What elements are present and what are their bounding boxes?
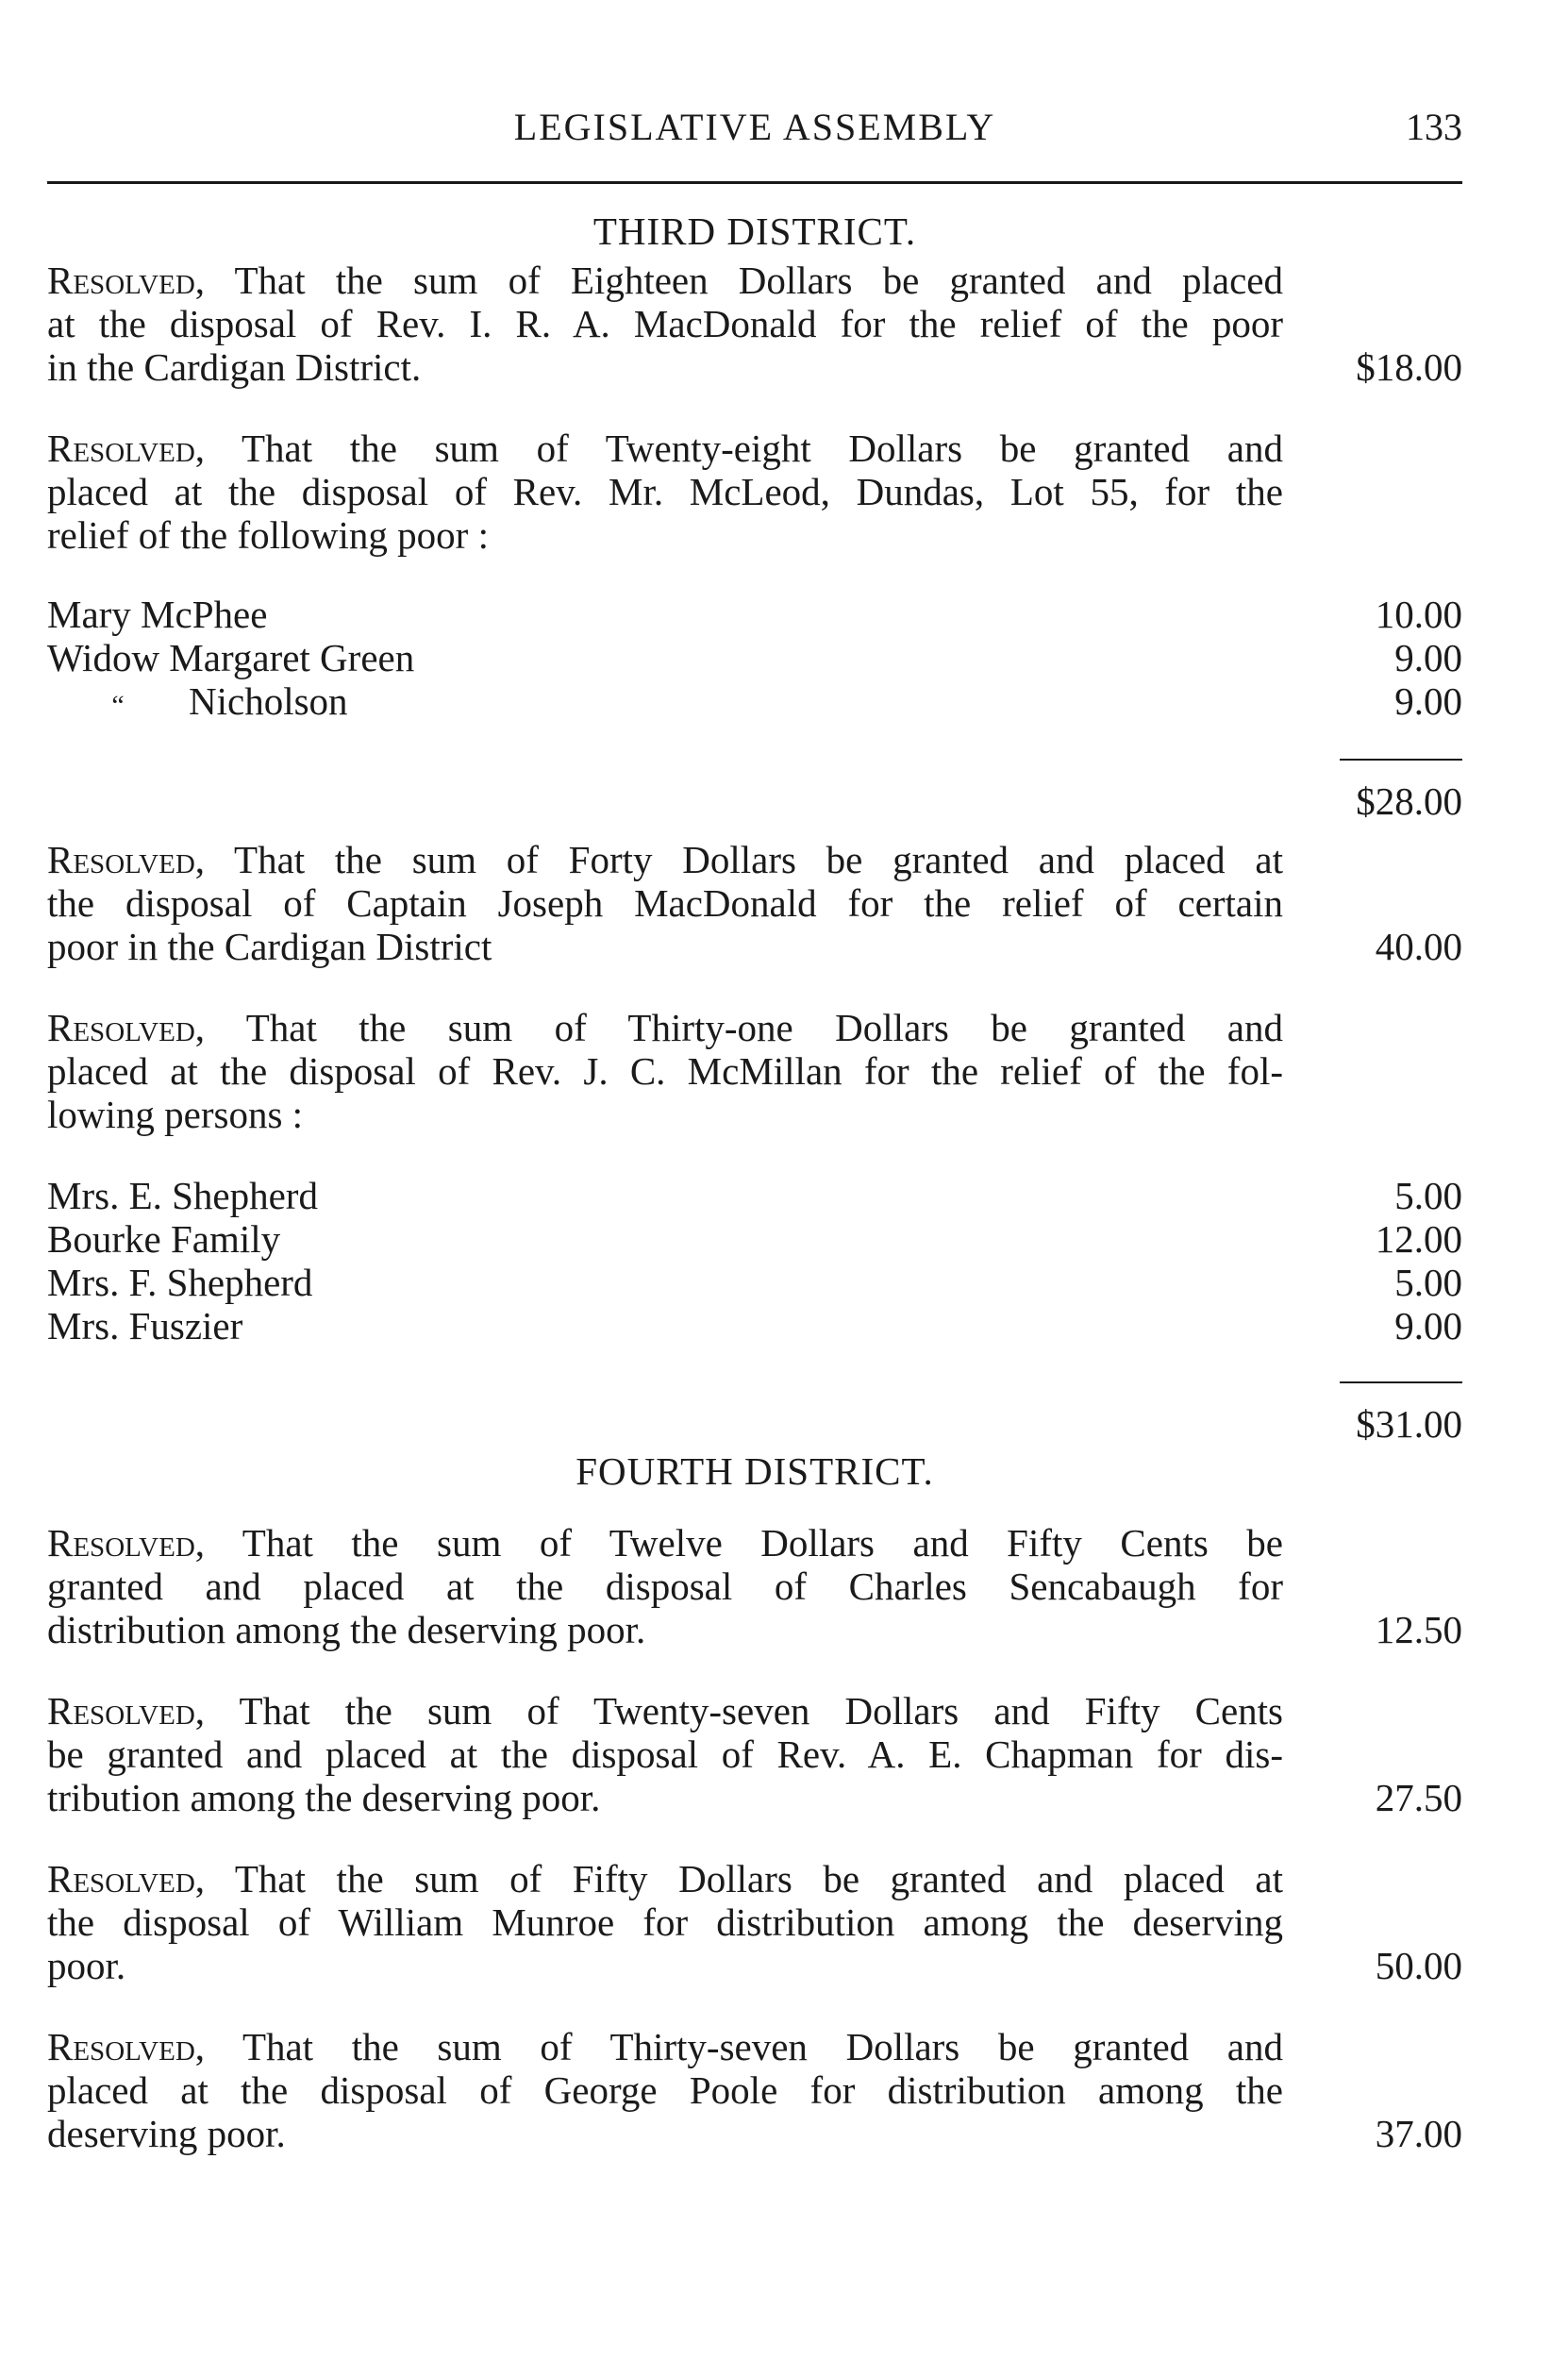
recipient-entry	[47, 679, 348, 728]
resolution-line: distribution among the deserving poor.	[47, 1608, 646, 1651]
resolution-amount: 50.00	[1375, 1944, 1462, 1987]
resolution-amount: 12.50	[1375, 1608, 1462, 1651]
resolution-line: relief of the following poor :	[47, 513, 489, 557]
resolution-line: That the sum of Twenty-seven Dollars and Fifty Cents	[205, 1689, 1283, 1732]
resolution-line: placed at the disposal of George Poole for distribution among the	[47, 2068, 1283, 2112]
resolution-line: That the sum of Eighteen Dollars be granted and placed	[205, 259, 1283, 302]
resolution-line: That the sum of Twelve Dollars and Fifty Cents be	[205, 1521, 1283, 1565]
document-page	[47, 0, 1462, 2360]
recipient-name: Mrs. Fuszier	[47, 1304, 243, 1347]
resolution-line: in the Cardigan District.	[47, 345, 422, 389]
resolution-line: the disposal of William Munroe for distribution among the deserving	[47, 1900, 1283, 1944]
fourth-district-resolution-4	[47, 2025, 1283, 2155]
recipient-amount: 5.00	[1394, 1174, 1462, 1217]
resolution-line: That the sum of Thirty-seven Dollars be granted and	[205, 2025, 1283, 2068]
third-district-resolution-4	[47, 1006, 1283, 1136]
resolution-total: $28.00	[1356, 779, 1462, 823]
resolution-amount: 37.00	[1375, 2112, 1462, 2155]
resolution-line: placed at the disposal of Rev. J. C. McMillan for the relief of the fol-	[47, 1049, 1283, 1093]
resolution-line: granted and placed at the disposal of Charles Sencabaugh for	[47, 1565, 1283, 1608]
resolution-total: $31.00	[1356, 1402, 1462, 1446]
fourth-district-resolution-2	[47, 1689, 1283, 1819]
recipient-name: Mary McPhee	[47, 593, 268, 636]
resolution-line: That the sum of Forty Dollars be granted and placed at	[205, 838, 1283, 881]
resolved-lead: Resolved,	[47, 1006, 206, 1049]
resolution-line: poor in the Cardigan District	[47, 925, 492, 968]
recipient-name: Mrs. E. Shepherd	[47, 1174, 318, 1217]
resolved-lead: Resolved,	[47, 1521, 206, 1565]
header-rule	[47, 181, 1462, 184]
resolution-line: be granted and placed at the disposal of Rev. A. E. Chapman for dis-	[47, 1732, 1283, 1776]
recipient-amount: 12.00	[1375, 1217, 1462, 1261]
sum-rule	[1340, 759, 1462, 761]
running-head	[47, 106, 1462, 153]
fourth-district-heading: FOURTH DISTRICT.	[575, 1449, 934, 1493]
resolution-line: poor.	[47, 1944, 126, 1987]
third-district-resolution-3	[47, 838, 1283, 968]
recipient-name: Nicholson	[189, 679, 348, 723]
resolution-line: lowing persons :	[47, 1093, 304, 1136]
resolution-line: the disposal of Captain Joseph MacDonald for the relief of certain	[47, 881, 1283, 925]
page-number: 133	[1406, 106, 1462, 148]
recipient-amount: 9.00	[1394, 636, 1462, 679]
resolved-lead: Resolved,	[47, 1689, 206, 1732]
running-title: LEGISLATIVE ASSEMBLY	[513, 106, 996, 148]
ditto-mark: “	[111, 690, 125, 721]
resolution-line: deserving poor.	[47, 2112, 286, 2155]
recipient-amount: 9.00	[1394, 679, 1462, 723]
resolution-line: That the sum of Fifty Dollars be granted and placed at	[205, 1857, 1283, 1900]
resolution-line: at the disposal of Rev. I. R. A. MacDonald for the relief of the poor	[47, 302, 1283, 345]
resolution-line: placed at the disposal of Rev. Mr. McLeod, Dundas, Lot 55, for the	[47, 470, 1283, 513]
resolution-amount: $18.00	[1356, 345, 1462, 389]
recipient-name: Bourke Family	[47, 1217, 281, 1261]
resolved-lead: Resolved,	[47, 259, 206, 302]
fourth-district-resolution-3	[47, 1857, 1283, 1987]
third-district-resolution-1	[47, 259, 1283, 389]
third-district-resolution-2	[47, 427, 1283, 557]
resolution-amount: 27.50	[1375, 1776, 1462, 1819]
resolved-lead: Resolved,	[47, 1857, 206, 1900]
recipient-amount: 10.00	[1375, 593, 1462, 636]
recipient-amount: 9.00	[1394, 1304, 1462, 1347]
resolution-line: That the sum of Twenty-eight Dollars be granted and	[205, 427, 1283, 470]
resolved-lead: Resolved,	[47, 838, 206, 881]
sum-rule	[1340, 1381, 1462, 1383]
third-district-heading: THIRD DISTRICT.	[592, 209, 917, 253]
resolution-amount: 40.00	[1375, 925, 1462, 968]
resolution-line: tribution among the deserving poor.	[47, 1776, 601, 1819]
resolved-lead: Resolved,	[47, 2025, 206, 2068]
recipient-name: Widow Margaret Green	[47, 636, 415, 679]
recipient-name: Mrs. F. Shepherd	[47, 1261, 313, 1304]
resolution-line: That the sum of Thirty-one Dollars be granted and	[205, 1006, 1283, 1049]
recipient-amount: 5.00	[1394, 1261, 1462, 1304]
fourth-district-resolution-1	[47, 1521, 1283, 1651]
resolved-lead: Resolved,	[47, 427, 206, 470]
